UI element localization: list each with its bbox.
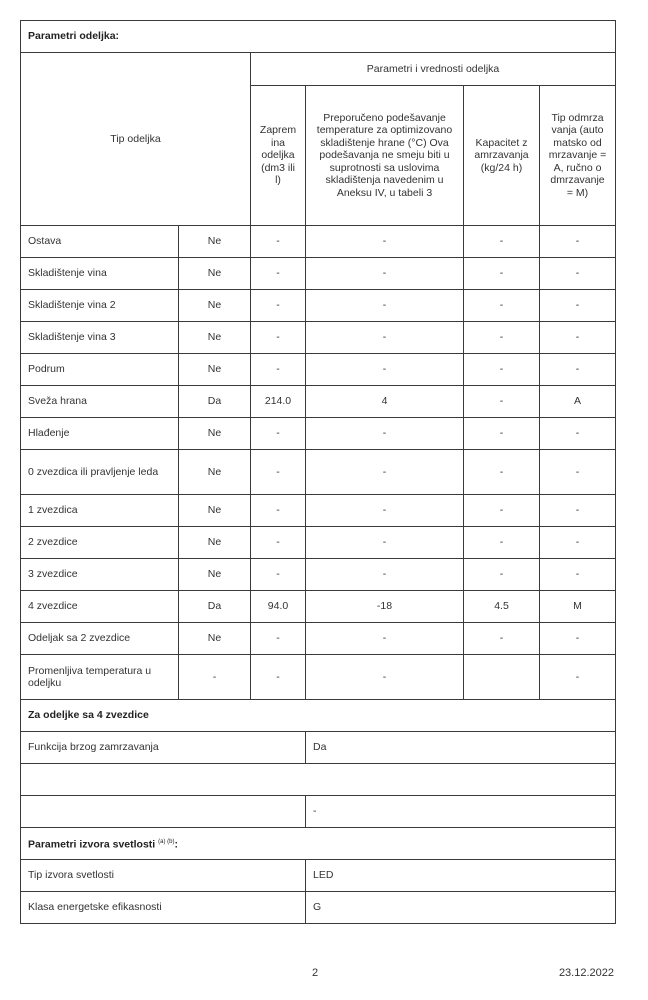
table-row [21, 892, 616, 924]
row-temperature: - [306, 623, 464, 655]
empty-cell [21, 764, 616, 796]
row-name: Promenljiva temperatura u odeljku [21, 655, 179, 700]
row-name: Podrum [21, 354, 179, 386]
table-row [21, 796, 616, 828]
empty-row [21, 764, 616, 796]
row-capacity: 4.5 [464, 591, 540, 623]
row-capacity: - [464, 258, 540, 290]
row-temperature: - [306, 226, 464, 258]
row-volume: - [251, 354, 306, 386]
table-row [21, 860, 616, 892]
row-present: Ne [179, 418, 251, 450]
row-name: Ostava [21, 226, 179, 258]
row-volume: - [251, 418, 306, 450]
table-row [21, 495, 616, 527]
row-name: 1 zvezdica [21, 495, 179, 527]
row-volume: - [251, 559, 306, 591]
header-temperature: Preporučeno podešavanje temperature za optimizovano skladištenje hrane (°C) Ova podešavanja ne smeju biti u suprotnosti sa uslovima skladištenja navedenim u Aneksu IV, u tabeli 3 [306, 86, 464, 226]
row-present: Da [179, 386, 251, 418]
row-capacity: - [464, 495, 540, 527]
row-volume: - [251, 655, 306, 700]
row-temperature: - [306, 418, 464, 450]
row-capacity [464, 655, 540, 700]
light-section-title: Parametri izvora svetlosti [28, 838, 156, 851]
light-row-value: LED [306, 860, 616, 892]
row-name: Skladištenje vina 3 [21, 322, 179, 354]
row-temperature: - [306, 655, 464, 700]
row-capacity: - [464, 386, 540, 418]
table-row [21, 732, 616, 764]
row-defrost: - [540, 322, 616, 354]
row-name: Skladištenje vina 2 [21, 290, 179, 322]
table-row [21, 418, 616, 450]
row-defrost: - [540, 655, 616, 700]
row-volume: - [251, 226, 306, 258]
table-row [21, 386, 616, 418]
row-temperature: - [306, 527, 464, 559]
row-volume: 214.0 [251, 386, 306, 418]
row-defrost: M [540, 591, 616, 623]
row-name: 3 zvezdice [21, 559, 179, 591]
row-temperature: -18 [306, 591, 464, 623]
row-present: Ne [179, 450, 251, 495]
row-defrost: - [540, 226, 616, 258]
compartment-parameters-table [20, 20, 616, 924]
row-capacity: - [464, 623, 540, 655]
row-volume: - [251, 258, 306, 290]
row-capacity: - [464, 418, 540, 450]
table-row [21, 527, 616, 559]
row-name: Sveža hrana [21, 386, 179, 418]
empty-label-cell [21, 796, 306, 828]
row-volume: - [251, 450, 306, 495]
row-present: Ne [179, 527, 251, 559]
row-defrost: - [540, 418, 616, 450]
header-tip-odeljka: Tip odeljka [21, 53, 251, 226]
table-row [21, 290, 616, 322]
empty-row-value: - [306, 796, 616, 828]
header-defrost: Tip odmrza vanja (auto matsko od mrzavanje = A, ručno o dmrzavanje = M) [540, 86, 616, 226]
row-defrost: - [540, 290, 616, 322]
row-present: Ne [179, 623, 251, 655]
row-capacity: - [464, 354, 540, 386]
four-star-section-title: Za odeljke sa 4 zvezdice [21, 700, 616, 732]
table-row [21, 354, 616, 386]
row-volume: - [251, 623, 306, 655]
fast-freeze-value: Da [306, 732, 616, 764]
table-row [21, 450, 616, 495]
row-capacity: - [464, 226, 540, 258]
light-row-value: G [306, 892, 616, 924]
row-defrost: - [540, 258, 616, 290]
row-name: Skladištenje vina [21, 258, 179, 290]
row-volume: - [251, 322, 306, 354]
table-row [21, 258, 616, 290]
table-row [21, 559, 616, 591]
row-capacity: - [464, 290, 540, 322]
row-capacity: - [464, 322, 540, 354]
row-volume: - [251, 290, 306, 322]
light-row-label: Tip izvora svetlosti [21, 860, 306, 892]
row-volume: 94.0 [251, 591, 306, 623]
row-name: 0 zvezdica ili pravljenje leda [21, 450, 179, 495]
table-row [21, 623, 616, 655]
row-present: Da [179, 591, 251, 623]
light-row-label: Klasa energetske efikasnosti [21, 892, 306, 924]
row-temperature: - [306, 495, 464, 527]
row-name: Odeljak sa 2 zvezdice [21, 623, 179, 655]
section-title: Parametri odeljka: [21, 21, 616, 53]
row-temperature: 4 [306, 386, 464, 418]
table-row [21, 322, 616, 354]
row-present: Ne [179, 226, 251, 258]
row-volume: - [251, 495, 306, 527]
row-present: Ne [179, 258, 251, 290]
row-present: - [179, 655, 251, 700]
row-present: Ne [179, 495, 251, 527]
header-capacity: Kapacitet z amrzavanja (kg/24 h) [464, 86, 540, 226]
table-row [21, 226, 616, 258]
footer-date: 23.12.2022 [558, 967, 614, 979]
row-volume: - [251, 527, 306, 559]
row-defrost: - [540, 354, 616, 386]
row-capacity: - [464, 450, 540, 495]
header-volume: Zaprem ina odeljka (dm3 ili l) [251, 86, 306, 226]
row-defrost: - [540, 559, 616, 591]
row-defrost: - [540, 450, 616, 495]
header-group-title: Parametri i vrednosti odeljka [251, 53, 616, 86]
footnote-marker: (a) (b) [158, 839, 175, 845]
table-row [21, 655, 616, 700]
row-temperature: - [306, 322, 464, 354]
row-temperature: - [306, 290, 464, 322]
light-section-title-cell [21, 828, 616, 860]
page-number: 2 [312, 967, 319, 979]
row-temperature: - [306, 450, 464, 495]
row-present: Ne [179, 322, 251, 354]
row-capacity: - [464, 559, 540, 591]
row-temperature: - [306, 258, 464, 290]
row-defrost: - [540, 527, 616, 559]
row-defrost: - [540, 623, 616, 655]
row-name: 4 zvezdice [21, 591, 179, 623]
row-defrost: A [540, 386, 616, 418]
row-defrost: - [540, 495, 616, 527]
row-temperature: - [306, 559, 464, 591]
table-row [21, 591, 616, 623]
row-name: Hlađenje [21, 418, 179, 450]
row-name: 2 zvezdice [21, 527, 179, 559]
row-present: Ne [179, 354, 251, 386]
light-section-colon: : [174, 838, 178, 851]
fast-freeze-label: Funkcija brzog zamrzavanja [21, 732, 306, 764]
row-present: Ne [179, 559, 251, 591]
row-present: Ne [179, 290, 251, 322]
row-temperature: - [306, 354, 464, 386]
row-capacity: - [464, 527, 540, 559]
